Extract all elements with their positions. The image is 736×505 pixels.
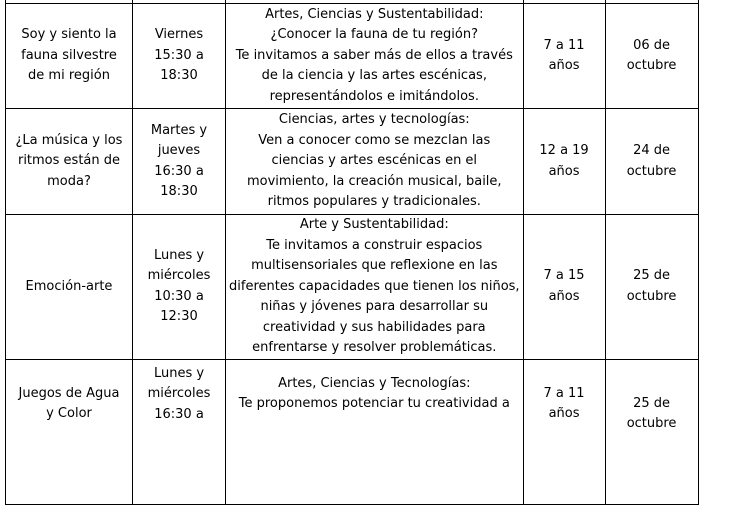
table-row [6, 4, 699, 109]
workshop-schedule-table [5, 0, 699, 505]
start-date-cell: 25 de octubre [605, 359, 698, 504]
ages-cell: 7 a 11 años [523, 4, 605, 109]
description-cell: Artes, Ciencias y Tecnologías: Te proponemos potenciar tu creatividad a [226, 359, 524, 504]
ages-cell: 12 a 19 años [523, 109, 605, 215]
schedule-cell: Lunes y miércoles 10:30 a 12:30 [133, 215, 226, 360]
workshop-name-cell: Soy y siento la fauna silvestre de mi región [6, 4, 133, 109]
workshop-name-cell: Juegos de Agua y Color [6, 359, 133, 504]
table-row [6, 359, 699, 504]
start-date-cell: 25 de octubre [605, 215, 698, 360]
description-cell: Artes, Ciencias y Sustentabilidad: ¿Conocer la fauna de tu región? Te invitamos a saber más de ellos a través de la ciencia y las artes escénicas, representándolos e imitándolos. [226, 4, 524, 109]
schedule-cell: Martes y jueves 16:30 a 18:30 [133, 109, 226, 215]
table-row [6, 109, 699, 215]
start-date-cell: 06 de octubre [605, 4, 698, 109]
start-date-cell: 24 de octubre [605, 109, 698, 215]
workshop-name-cell: ¿La música y los ritmos están de moda? [6, 109, 133, 215]
schedule-cell: Lunes y miércoles 16:30 a [133, 359, 226, 504]
schedule-cell: Viernes 15:30 a 18:30 [133, 4, 226, 109]
table-row [6, 215, 699, 360]
workshop-name-cell: Emoción-arte [6, 215, 133, 360]
ages-cell: 7 a 15 años [523, 215, 605, 360]
description-cell: Ciencias, artes y tecnologías: Ven a conocer como se mezclan las ciencias y artes escénicas en el movimiento, la creación musical, baile, ritmos populares y tradicionales. [226, 109, 524, 215]
description-cell: Arte y Sustentabilidad: Te invitamos a construir espacios multisensoriales que reflexione en las diferentes capacidades que tienen los niños, niñas y jóvenes para desarrollar su creatividad y sus habilidades para enfrentarse y resolver problemáticas. [226, 215, 524, 360]
ages-cell: 7 a 11 años [523, 359, 605, 504]
